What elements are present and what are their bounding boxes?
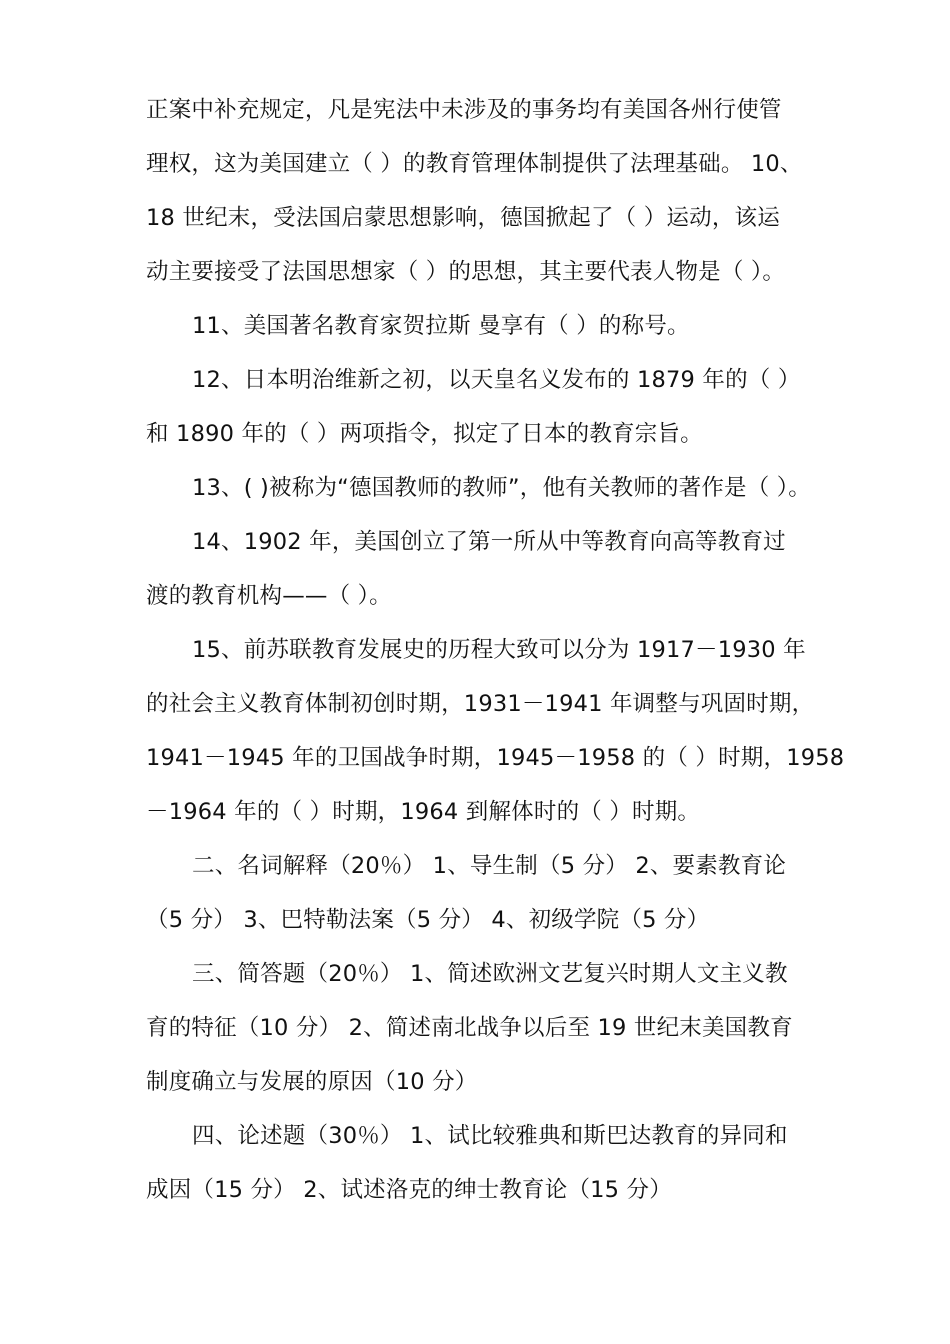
text-line: 动主要接受了法国思想家（ ）的思想，其主要代表人物是（ ）。 [146, 259, 786, 285]
question-12: 12、日本明治维新之初，以天皇名义发布的 1879 年的（ ） [192, 367, 801, 393]
question-11: 11、美国著名教育家贺拉斯 曼享有（ ）的称号。 [192, 313, 690, 339]
text-line: （5 分） 3、巴特勒法案（5 分） 4、初级学院（5 分） [146, 907, 710, 933]
text-line: 和 1890 年的（ ）两项指令，拟定了日本的教育宗旨。 [146, 421, 703, 447]
section-3-heading: 三、简答题（20％） 1、简述欧洲文艺复兴时期人文主义教 [192, 961, 788, 987]
text-line: －1964 年的（ ）时期，1964 到解体时的（ ）时期。 [146, 799, 701, 825]
text-line: 18 世纪末，受法国启蒙思想影响，德国掀起了（ ）运动，该运 [146, 205, 780, 231]
text-line: 制度确立与发展的原因（10 分） [146, 1069, 478, 1095]
text-line: 正案中补充规定，凡是宪法中未涉及的事务均有美国各州行使管 [146, 97, 782, 123]
text-line: 的社会主义教育体制初创时期，1931－1941 年调整与巩固时期， [146, 691, 815, 717]
document-body [146, 87, 845, 1221]
text-line: 育的特征（10 分） 2、简述南北战争以后至 19 世纪末美国教育 [146, 1015, 793, 1041]
question-14: 14、1902 年，美国创立了第一所从中等教育向高等教育过 [192, 529, 786, 555]
section-2-heading: 二、名词解释（20％） 1、导生制（5 分） 2、要素教育论 [192, 853, 787, 879]
text-line: 渡的教育机构——（ ）。 [146, 583, 392, 609]
section-4-heading: 四、论述题（30％） 1、试比较雅典和斯巴达教育的异同和 [192, 1123, 788, 1149]
question-15: 15、前苏联教育发展史的历程大致可以分为 1917－1930 年 [192, 637, 806, 663]
text-line: 成因（15 分） 2、试述洛克的绅士教育论（15 分） [146, 1177, 672, 1203]
text-line: 1941－1945 年的卫国战争时期，1945－1958 的（ ）时期，1958 [146, 745, 845, 771]
text-line: 理权，这为美国建立（ ）的教育管理体制提供了法理基础。 10、 [146, 151, 803, 177]
question-13: 13、( )被称为“德国教师的教师”，他有关教师的著作是（ ）。 [192, 475, 811, 501]
